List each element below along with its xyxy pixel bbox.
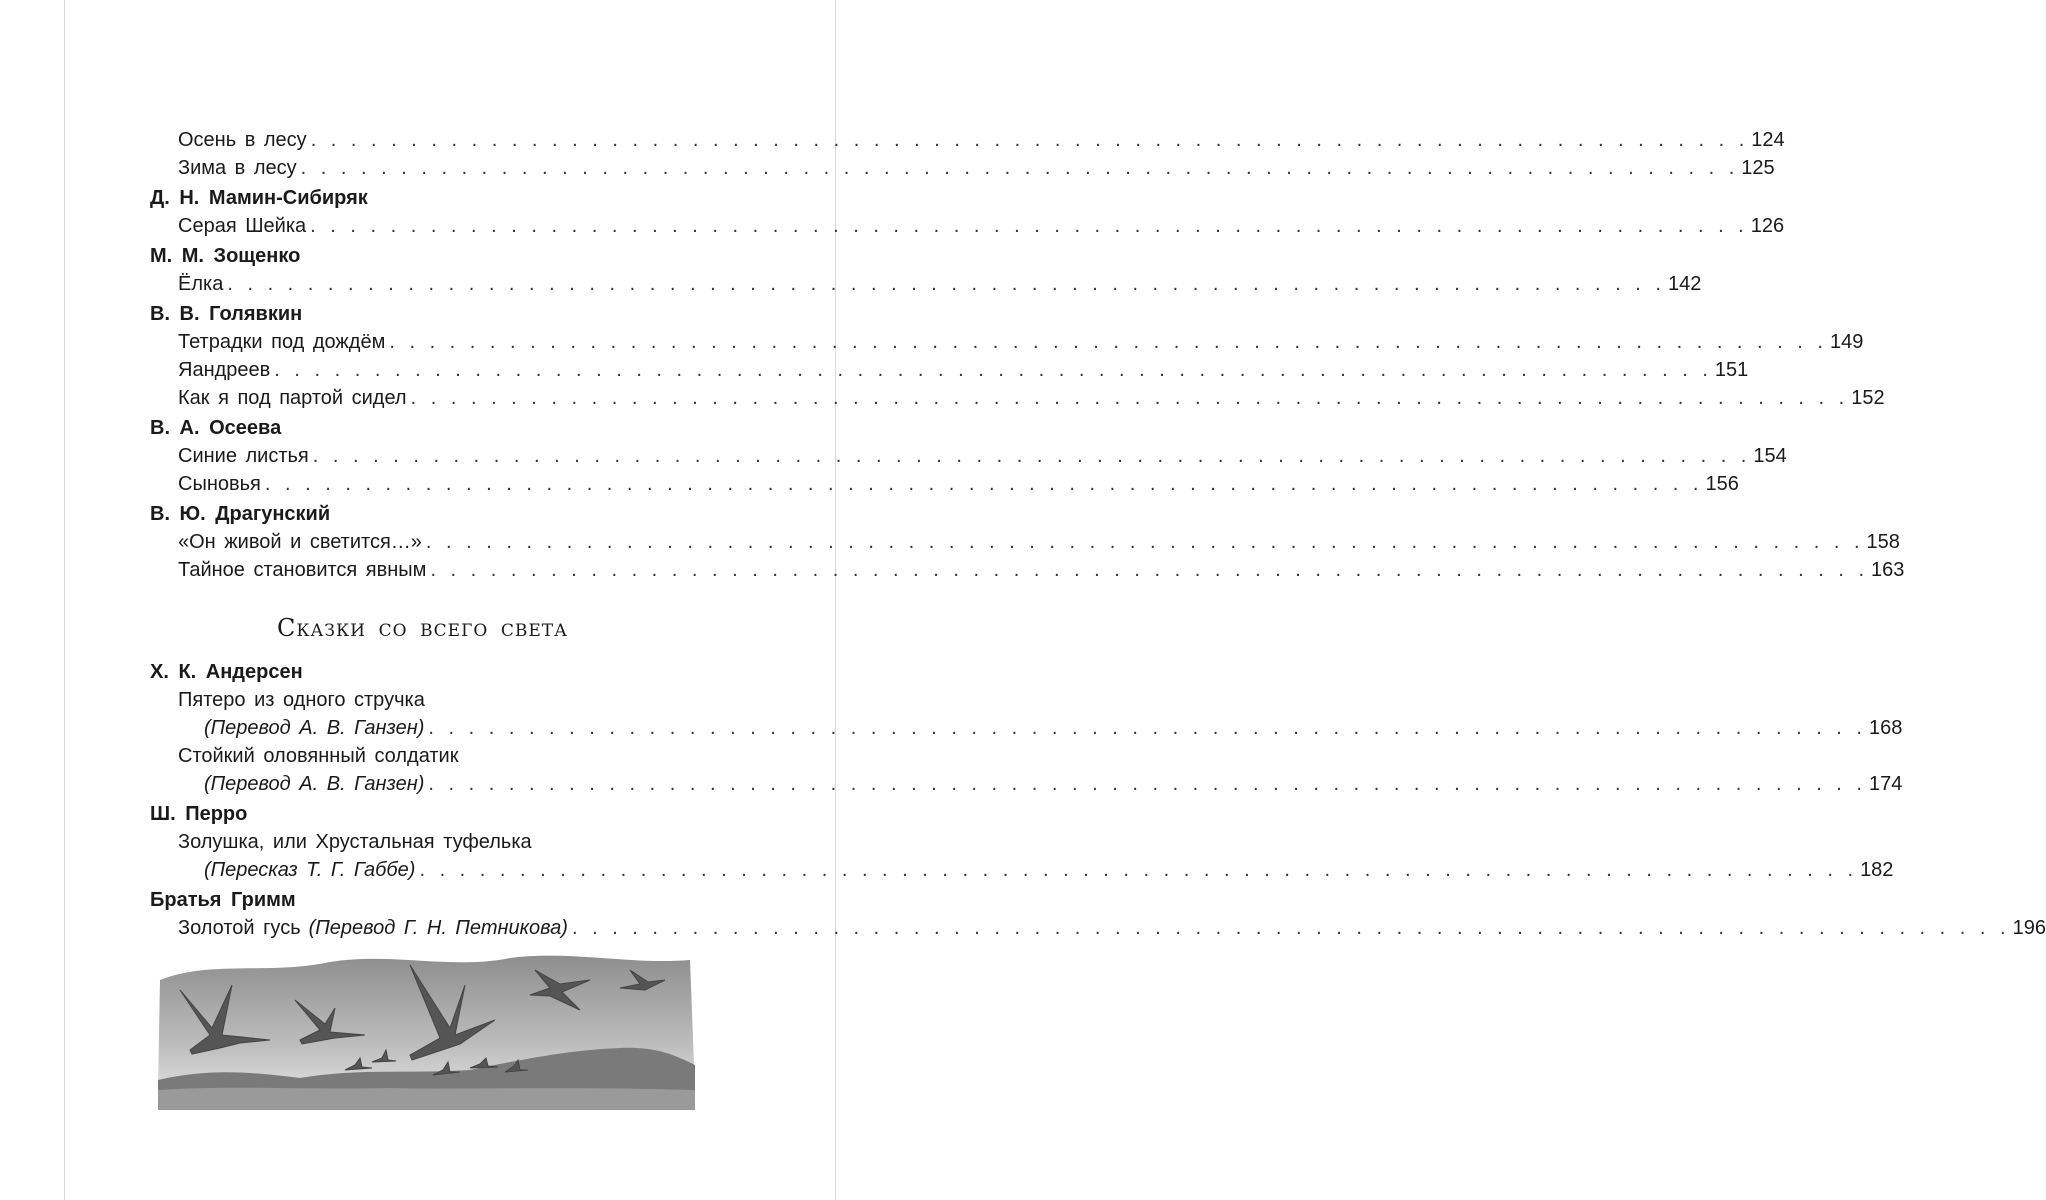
toc-entry <box>150 154 1775 182</box>
toc-page-number: 152 <box>1851 387 1885 409</box>
toc-leader-dots: . . . . . . . . . . . . . . . . . . . . . . . . . . . . . . . . . . . . . . . . . . . . . . . . . . . . . . . . . . . . . . . . . . . . . . . . <box>425 531 1863 553</box>
toc-author: Х. К. Андерсен <box>150 661 303 683</box>
table-of-contents <box>150 126 2046 942</box>
toc-author: М. М. Зощенко <box>150 245 301 267</box>
toc-list-part2 <box>150 658 2046 942</box>
toc-entry-title: Ёлка <box>178 273 224 295</box>
toc-page-number: 142 <box>1667 273 1702 295</box>
toc-entry-title: Сыновья <box>178 473 261 495</box>
toc-entry <box>150 384 1885 412</box>
toc-author: Д. Н. Мамин-Сибиряк <box>150 187 368 209</box>
toc-entry-title: Синие листья <box>178 445 309 467</box>
toc-author: Братья Гримм <box>150 889 296 911</box>
toc-leader-dots: . . . . . . . . . . . . . . . . . . . . . . . . . . . . . . . . . . . . . . . . . . . . . . . . . . . . . . . . . . . . . . . . . . . . . . . . <box>300 157 1738 179</box>
toc-entry-title: Золушка, или Хрустальная туфелька <box>178 831 532 853</box>
toc-leader-dots: . . . . . . . . . . . . . . . . . . . . . . . . . . . . . . . . . . . . . . . . . . . . . . . . . . . . . . . . . . . . . . . . . . . . . . . . <box>410 387 1848 409</box>
toc-entry-title: Осень в лесу <box>178 129 307 151</box>
toc-entry-title: Золотой гусь <box>178 917 301 939</box>
toc-title-line <box>150 686 695 714</box>
toc-entry-title: «Он живой и светится…» <box>178 531 422 553</box>
toc-entry-title: (Пересказ Т. Г. Габбе) <box>204 859 416 881</box>
toc-entry-translator: (Перевод Г. Н. Петникова) <box>308 917 568 939</box>
toc-entry <box>150 442 1787 470</box>
toc-entry-title: Серая Шейка <box>178 215 307 237</box>
toc-list-part1 <box>150 126 1905 584</box>
toc-entry <box>150 770 1903 798</box>
toc-leader-dots: . . . . . . . . . . . . . . . . . . . . . . . . . . . . . . . . . . . . . . . . . . . . . . . . . . . . . . . . . . . . . . . . . . . . . . . . <box>264 473 1702 495</box>
toc-page-number: 158 <box>1866 531 1900 553</box>
toc-author: В. А. Осеева <box>150 417 282 439</box>
toc-page-number: 174 <box>1868 773 1903 795</box>
toc-entry <box>150 212 1785 240</box>
toc-leader-dots: . . . . . . . . . . . . . . . . . . . . . . . . . . . . . . . . . . . . . . . . . . . . . . . . . . . . . . . . . . . . . . . . . . . . . . . . <box>428 717 1865 739</box>
section-heading: Сказки со всего света <box>276 614 569 642</box>
toc-entry <box>150 714 1903 742</box>
toc-page-number: 126 <box>1750 215 1785 237</box>
toc-entry-title: Тетрадки под дождём <box>178 331 386 353</box>
toc-page-number: 196 <box>2012 917 2046 939</box>
toc-page-number: 156 <box>1705 473 1739 495</box>
toc-leader-dots: . . . . . . . . . . . . . . . . . . . . . . . . . . . . . . . . . . . . . . . . . . . . . . . . . . . . . . . . . . . . . . . . . . . . . . . . <box>310 215 1747 237</box>
toc-entry-title: Пятеро из одного стручка <box>178 689 425 711</box>
toc-author: В. Ю. Драгунский <box>150 503 331 525</box>
toc-entry-title: (Перевод А. В. Ганзен) <box>204 717 425 739</box>
toc-entry-title: Стойкий оловянный солдатик <box>178 745 459 767</box>
toc-page-number: 149 <box>1829 331 1864 353</box>
toc-page-number: 125 <box>1741 157 1775 179</box>
toc-page-number: 151 <box>1714 359 1749 381</box>
toc-entry <box>150 528 1900 556</box>
toc-leader-dots: . . . . . . . . . . . . . . . . . . . . . . . . . . . . . . . . . . . . . . . . . . . . . . . . . . . . . . . . . . . . . . . . . . . . . . . . <box>419 859 1857 881</box>
toc-entry-title: Яандреев <box>178 359 271 381</box>
toc-page-number: 182 <box>1860 859 1894 881</box>
toc-entry <box>150 328 1864 356</box>
toc-entry-title: Как я под партой сидел <box>178 387 407 409</box>
toc-leader-dots: . . . . . . . . . . . . . . . . . . . . . . . . . . . . . . . . . . . . . . . . . . . . . . . . . . . . . . . . . . . . . . . . . . . . . . . . <box>389 331 1826 353</box>
toc-leader-dots: . . . . . . . . . . . . . . . . . . . . . . . . . . . . . . . . . . . . . . . . . . . . . . . . . . . . . . . . . . . . . . . . . . . . . . . . <box>274 359 1711 381</box>
toc-title-line <box>150 828 695 856</box>
toc-leader-dots: . . . . . . . . . . . . . . . . . . . . . . . . . . . . . . . . . . . . . . . . . . . . . . . . . . . . . . . . . . . . . . . . . . . . . . . . <box>310 129 1748 151</box>
toc-page-number: 163 <box>1871 559 1905 581</box>
toc-entry <box>150 556 1905 584</box>
toc-entry-title: Тайное становится явным <box>178 559 427 581</box>
toc-author: Ш. Перро <box>150 803 248 825</box>
toc-entry <box>150 856 1894 884</box>
toc-page-number: 168 <box>1868 717 1903 739</box>
toc-entry <box>150 470 1739 498</box>
toc-entry-title: Зима в лесу <box>178 157 297 179</box>
toc-entry <box>150 356 1749 384</box>
toc-entry <box>150 914 2046 942</box>
toc-leader-dots: . . . . . . . . . . . . . . . . . . . . . . . . . . . . . . . . . . . . . . . . . . . . . . . . . . . . . . . . . . . . . . . . . . . . . . . . <box>428 773 1865 795</box>
toc-title-line <box>150 742 695 770</box>
flying-cranes-illustration <box>150 940 700 1120</box>
toc-page-number: 154 <box>1753 445 1787 467</box>
toc-entry <box>150 270 1702 298</box>
toc-author: В. В. Голявкин <box>150 303 303 325</box>
toc-leader-dots: . . . . . . . . . . . . . . . . . . . . . . . . . . . . . . . . . . . . . . . . . . . . . . . . . . . . . . . . . . . . . . . . . . . . . . . . <box>312 445 1750 467</box>
toc-leader-dots: . . . . . . . . . . . . . . . . . . . . . . . . . . . . . . . . . . . . . . . . . . . . . . . . . . . . . . . . . . . . . . . . . . . . . . . . <box>227 273 1664 295</box>
toc-leader-dots: . . . . . . . . . . . . . . . . . . . . . . . . . . . . . . . . . . . . . . . . . . . . . . . . . . . . . . . . . . . . . . . . . . . . . . . . <box>430 559 1868 581</box>
toc-page-number: 124 <box>1751 129 1785 151</box>
toc-leader-dots: . . . . . . . . . . . . . . . . . . . . . . . . . . . . . . . . . . . . . . . . . . . . . . . . . . . . . . . . . . . . . . . . . . . . . . . . <box>571 917 2009 939</box>
toc-entry-title: (Перевод А. В. Ганзен) <box>204 773 425 795</box>
toc-entry <box>150 126 1785 154</box>
